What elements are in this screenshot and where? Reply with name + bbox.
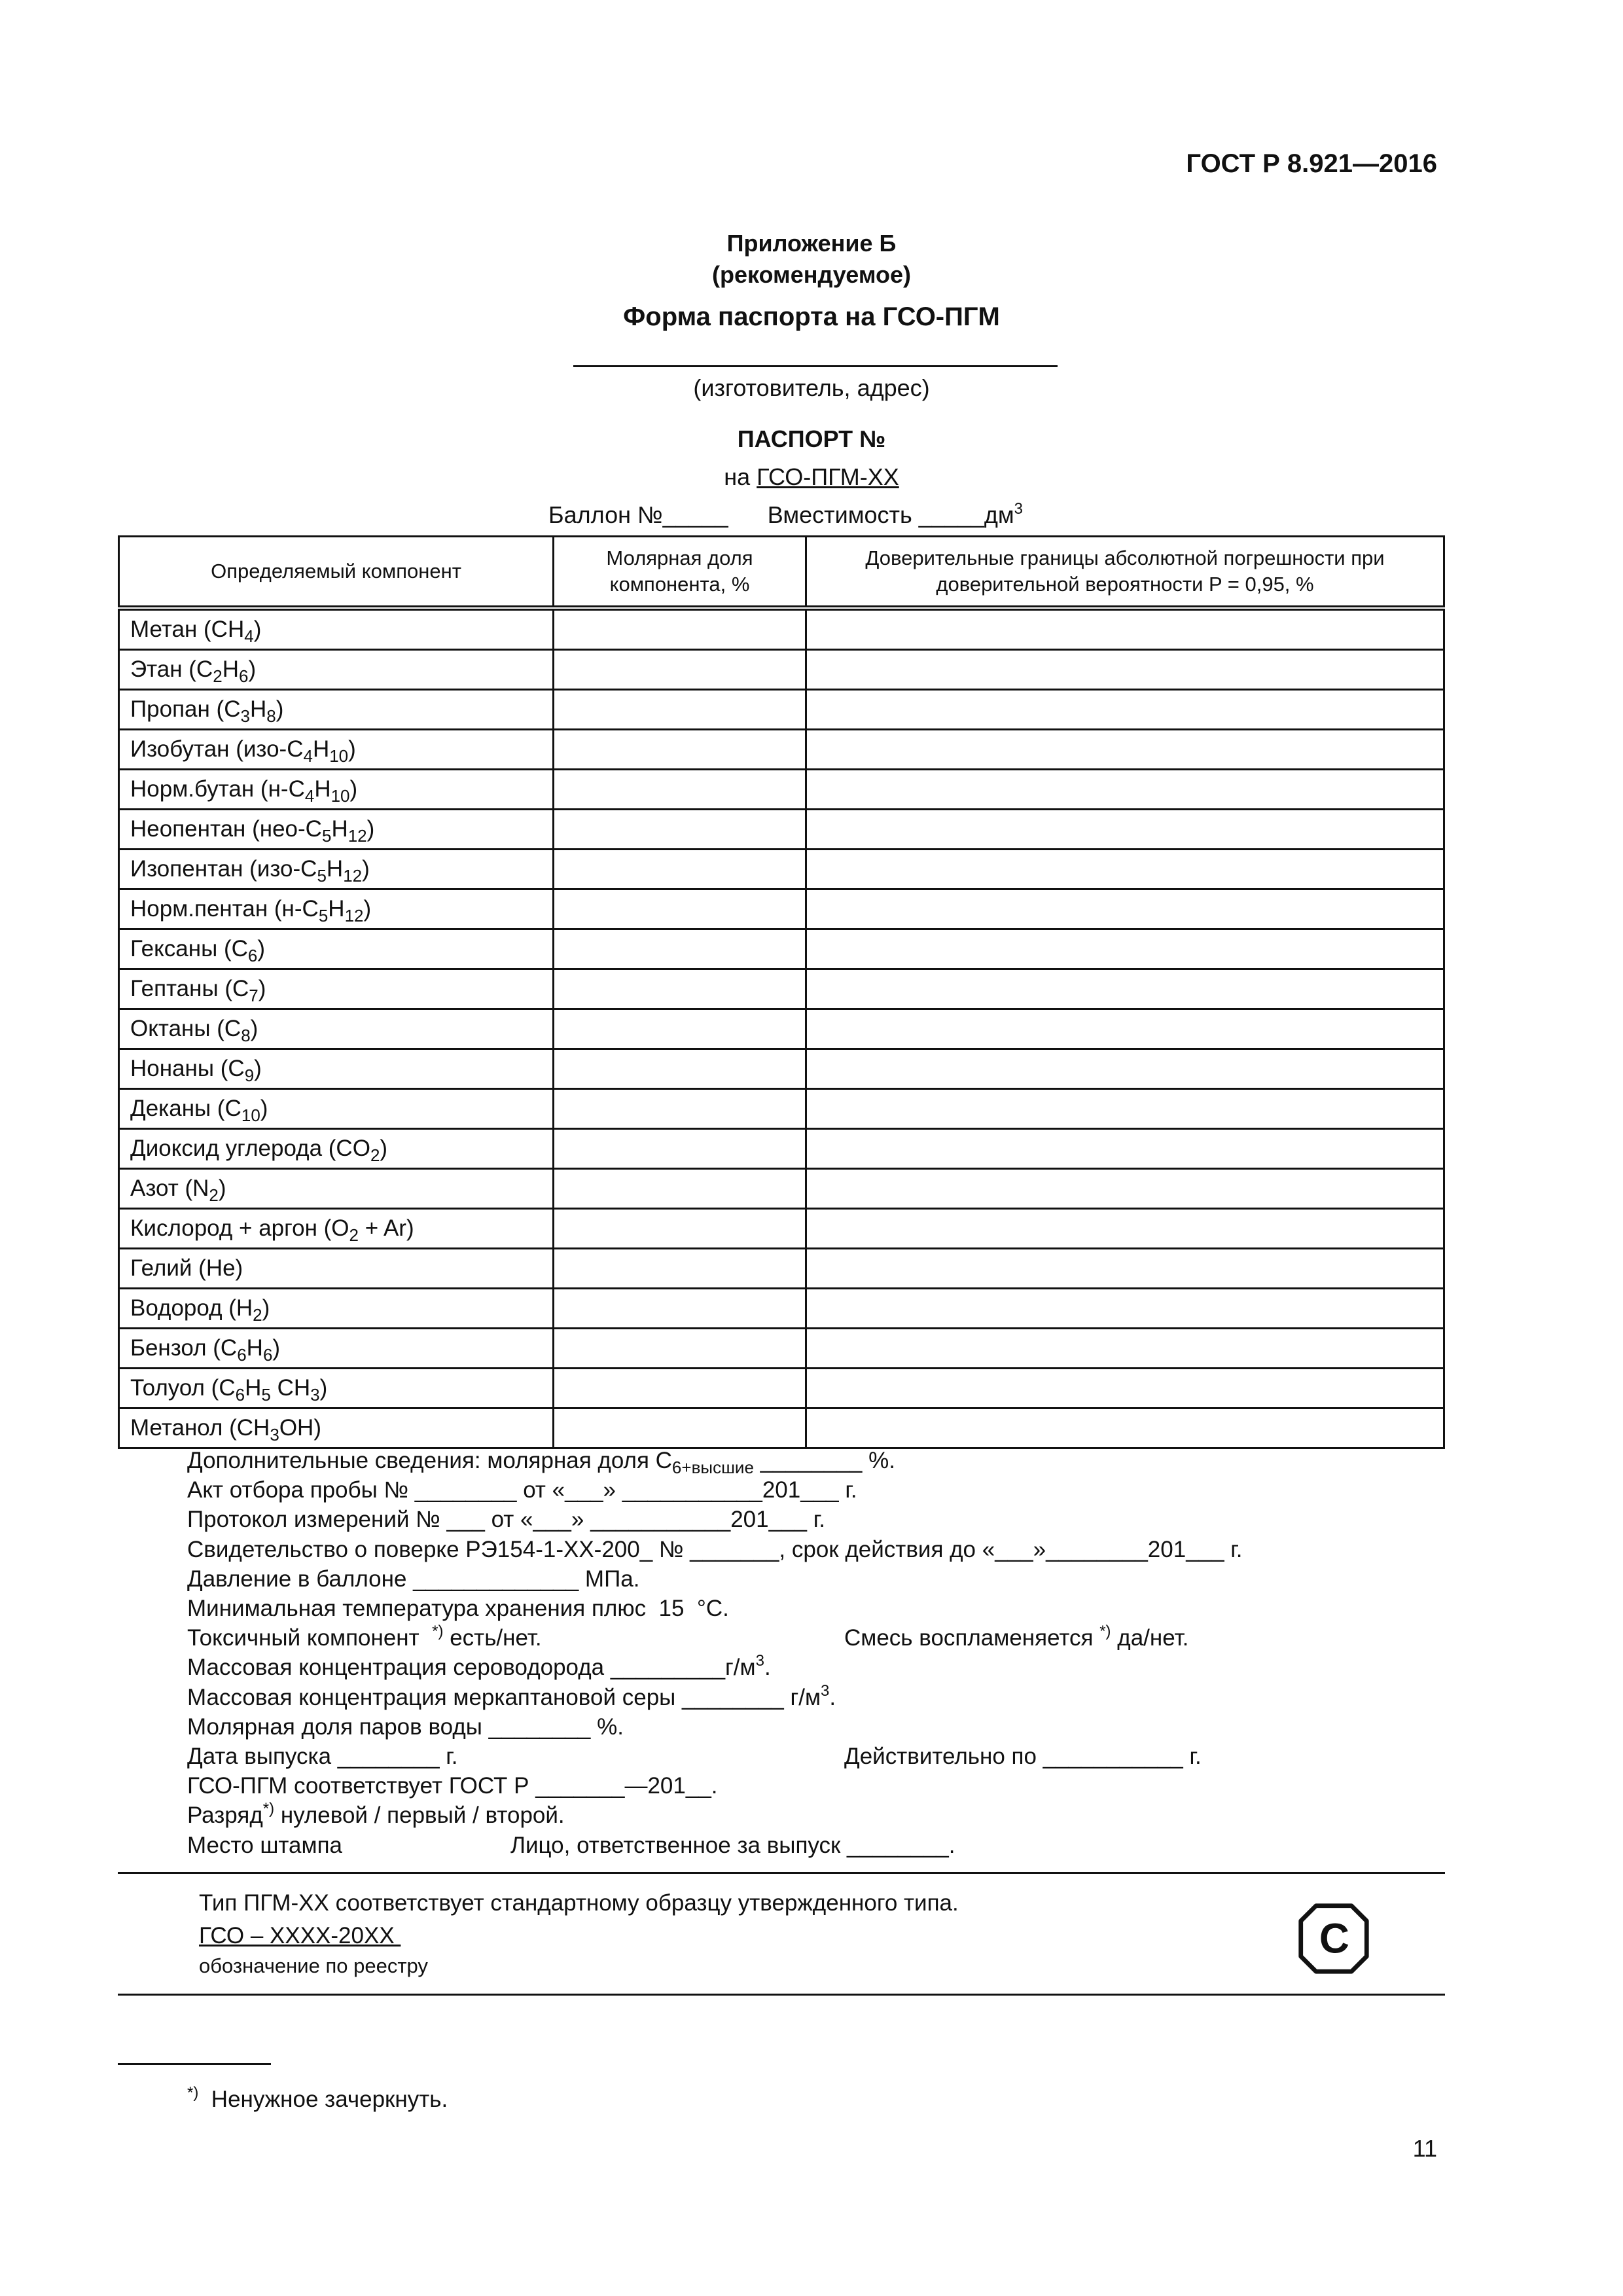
- subscript-text: 7: [249, 986, 259, 1005]
- text-segment: Гексаны (C: [130, 936, 248, 961]
- component-name-cell: [119, 1009, 554, 1049]
- info-line: [187, 1476, 857, 1505]
- text-segment: нулевой / первый / второй.: [274, 1803, 565, 1829]
- component-name-cell: [119, 889, 554, 929]
- text-segment: H: [328, 896, 345, 922]
- header-component: Определяемый компонент: [119, 537, 554, 609]
- supscript-text: *): [262, 1800, 275, 1818]
- component-name-cell: [119, 1089, 554, 1129]
- molar-fraction-cell[interactable]: [554, 1049, 806, 1089]
- table-header-row: [119, 537, 1444, 609]
- text-segment: Смесь воспламеняется: [844, 1625, 1100, 1651]
- footnote: [187, 2084, 448, 2113]
- text-segment: Действительно по ___________ г.: [844, 1744, 1202, 1769]
- text-segment: Метан (CH: [130, 617, 245, 642]
- text-segment: + Ar): [359, 1215, 414, 1241]
- info-line: [187, 1801, 565, 1830]
- info-line: [187, 1565, 639, 1594]
- text-segment: ): [248, 656, 257, 682]
- text-segment: Протокол измерений № ___ от «___» ___________201___ г.: [187, 1507, 825, 1533]
- uncertainty-cell[interactable]: [806, 1089, 1444, 1129]
- subscript-text: 3: [240, 706, 250, 726]
- molar-fraction-cell[interactable]: [554, 850, 806, 889]
- molar-fraction-cell[interactable]: [554, 1329, 806, 1369]
- table-row: [119, 650, 1444, 690]
- components-table: [118, 535, 1445, 1449]
- subscript-text: 8: [241, 1026, 251, 1045]
- component-name-cell: [119, 810, 554, 850]
- text-segment: Толуол (C: [130, 1375, 236, 1401]
- text-segment: Свидетельство о поверке РЭ154-1-ХХ-200_ № _______, срок действия до «___»________201___ г.: [187, 1536, 1243, 1562]
- text-segment: ): [362, 856, 370, 882]
- text-segment: ): [366, 816, 375, 842]
- text-segment: ): [349, 776, 358, 802]
- uncertainty-cell[interactable]: [806, 1249, 1444, 1289]
- table-row: [119, 1009, 1444, 1049]
- info-line: [187, 1594, 729, 1623]
- text-segment: Бензол (C: [130, 1335, 238, 1361]
- text-segment: ): [262, 1295, 270, 1321]
- subscript-text: 6: [235, 1385, 245, 1405]
- uncertainty-cell[interactable]: [806, 608, 1444, 650]
- text-segment: Гелий (He): [130, 1255, 243, 1281]
- text-segment: ): [218, 1175, 226, 1201]
- text-segment: Кислород + аргон (O: [130, 1215, 349, 1241]
- subscript-text: 2: [209, 1185, 219, 1205]
- passport-title: ПАСПОРТ №: [737, 425, 886, 452]
- component-name-cell: [119, 850, 554, 889]
- supscript-text: *): [432, 1623, 444, 1641]
- text-segment: Дополнительные сведения: молярная доля С: [187, 1448, 672, 1473]
- table-row: [119, 608, 1444, 650]
- uncertainty-cell[interactable]: [806, 1049, 1444, 1089]
- subscript-text: 9: [244, 1066, 255, 1085]
- table-row: [119, 969, 1444, 1009]
- text-segment: ГСО-ПГМ соответствует ГОСТ Р _______—201__.: [187, 1773, 718, 1799]
- molar-fraction-cell[interactable]: [554, 1169, 806, 1209]
- passport-prefix: на: [724, 463, 751, 490]
- subscript-text: 10: [241, 1105, 260, 1125]
- subscript-text: 12: [343, 866, 363, 886]
- molar-fraction-cell[interactable]: [554, 1289, 806, 1329]
- table-row: [119, 1209, 1444, 1249]
- component-name-cell: [119, 690, 554, 730]
- supscript-text: 3: [821, 1681, 830, 1700]
- gso-mark-icon: [1296, 1901, 1372, 1977]
- text-segment: ): [260, 1096, 268, 1121]
- text-segment: ): [276, 696, 284, 722]
- table-row: [119, 1049, 1444, 1089]
- footnote-text: Ненужное зачеркнуть.: [198, 2087, 448, 2112]
- component-name-cell: [119, 1249, 554, 1289]
- text-segment: ): [319, 1375, 328, 1401]
- table-row: [119, 690, 1444, 730]
- subscript-text: 4: [244, 626, 254, 646]
- footer-bottom-rule: [118, 1994, 1445, 1996]
- cylinder-number: Баллон №_____: [548, 501, 728, 528]
- text-segment: Октаны (C: [130, 1016, 241, 1041]
- capacity-exponent: 3: [1014, 500, 1023, 518]
- component-name-cell: [119, 1369, 554, 1408]
- component-name-cell: [119, 608, 554, 650]
- molar-fraction-cell[interactable]: [554, 1009, 806, 1049]
- subscript-text: 3: [270, 1425, 279, 1444]
- text-segment: Метанол (CH: [130, 1415, 270, 1441]
- text-segment: H: [222, 656, 239, 682]
- footnote-rule: [118, 2063, 271, 2065]
- table-row: [119, 1249, 1444, 1289]
- footer-gso-number: ГСО – ХХХХ-20ХХ: [199, 1923, 401, 1948]
- info-line: [187, 1535, 1243, 1564]
- subscript-text: 2: [253, 1305, 262, 1325]
- text-segment: ): [272, 1335, 281, 1361]
- text-segment: Молярная доля паров воды ________ %.: [187, 1713, 624, 1740]
- uncertainty-cell[interactable]: [806, 690, 1444, 730]
- table-row: [119, 730, 1444, 770]
- text-segment: .: [829, 1684, 836, 1710]
- molar-fraction-cell[interactable]: [554, 889, 806, 929]
- molar-fraction-cell[interactable]: [554, 1129, 806, 1169]
- text-segment: ): [254, 1056, 262, 1081]
- passport-gso: ГСО-ПГМ-XX: [757, 463, 899, 490]
- subscript-text: 6: [262, 1345, 273, 1365]
- text-segment: ): [258, 976, 266, 1001]
- uncertainty-cell[interactable]: [806, 650, 1444, 690]
- table-row: [119, 1408, 1444, 1448]
- molar-fraction-cell[interactable]: [554, 1408, 806, 1448]
- uncertainty-cell[interactable]: [806, 1369, 1444, 1408]
- uncertainty-cell[interactable]: [806, 889, 1444, 929]
- table-row: [119, 810, 1444, 850]
- text-segment: H: [314, 776, 331, 802]
- table-row: [119, 770, 1444, 810]
- text-segment: ): [380, 1136, 388, 1161]
- subscript-text: 10: [330, 786, 350, 806]
- text-segment: ): [250, 1016, 259, 1041]
- uncertainty-cell[interactable]: [806, 1289, 1444, 1329]
- text-segment: H: [312, 736, 330, 762]
- uncertainty-cell[interactable]: [806, 1329, 1444, 1369]
- footer-type-text: Тип ПГМ-XX соответствует стандартному образцу утвержденного типа.: [199, 1890, 959, 1916]
- info-right-line: [844, 1742, 1202, 1771]
- molar-fraction-cell[interactable]: [554, 770, 806, 810]
- form-title: Форма паспорта на ГСО-ПГМ: [623, 302, 1000, 331]
- info-line: [187, 1772, 718, 1801]
- uncertainty-cell[interactable]: [806, 1009, 1444, 1049]
- text-segment: ): [257, 936, 266, 961]
- text-segment: .: [764, 1655, 771, 1681]
- subscript-text: 12: [348, 826, 367, 846]
- text-segment: H: [331, 816, 348, 842]
- page-number: 11: [1412, 2135, 1437, 2162]
- text-segment: Изопентан (изо-C: [130, 856, 317, 882]
- supscript-text: 3: [755, 1652, 764, 1670]
- info-line: [187, 1683, 836, 1712]
- manufacturer-blank-line: [573, 365, 1058, 367]
- subscript-text: 6: [237, 1345, 247, 1365]
- text-segment: Гептаны (C: [130, 976, 249, 1001]
- subscript-text: 10: [329, 746, 349, 766]
- component-name-cell: [119, 770, 554, 810]
- subscript-text: 6: [239, 666, 249, 686]
- subscript-text: 3: [310, 1385, 320, 1405]
- uncertainty-cell[interactable]: [806, 730, 1444, 770]
- subscript-text: 5: [317, 866, 327, 886]
- table-row: [119, 1369, 1444, 1408]
- subscript-text: 8: [266, 706, 276, 726]
- standard-number: ГОСТ Р 8.921—2016: [1186, 149, 1437, 178]
- footer-registry-label: обозначение по реестру: [199, 1954, 428, 1977]
- table-row: [119, 850, 1444, 889]
- text-segment: Неопентан (нео-C: [130, 816, 322, 842]
- uncertainty-cell[interactable]: [806, 1129, 1444, 1169]
- annex-title: Приложение Б: [726, 230, 897, 257]
- text-segment: Диоксид углерода (CO: [130, 1136, 370, 1161]
- component-name-cell: [119, 1289, 554, 1329]
- subscript-text: 5: [321, 826, 332, 846]
- component-name-cell: [119, 1408, 554, 1448]
- subscript-text: 6+высшие: [671, 1458, 754, 1477]
- uncertainty-cell[interactable]: [806, 969, 1444, 1009]
- text-segment: Этан (C: [130, 656, 213, 682]
- text-segment: Норм.пентан (н-C: [130, 896, 319, 922]
- text-segment: Место штампа: [187, 1832, 343, 1858]
- text-segment: Изобутан (изо-C: [130, 736, 304, 762]
- table-row: [119, 1289, 1444, 1329]
- text-segment: Акт отбора пробы № ________ от «___» ___________201___ г.: [187, 1477, 857, 1503]
- footer-top-rule: [118, 1872, 1445, 1874]
- molar-fraction-cell[interactable]: [554, 730, 806, 770]
- text-segment: ): [253, 617, 262, 642]
- text-segment: H: [246, 1335, 263, 1361]
- subscript-text: 2: [213, 666, 223, 686]
- manufacturer-caption: (изготовитель, адрес): [693, 374, 930, 401]
- info-line: [187, 1831, 342, 1860]
- subscript-text: 4: [304, 786, 315, 806]
- cylinder-line: [548, 501, 1023, 529]
- table-row: [119, 1089, 1444, 1129]
- info-line: [187, 1713, 624, 1742]
- passport-subtitle: [0, 463, 1623, 491]
- text-segment: CH: [270, 1375, 311, 1401]
- text-segment: Деканы (C: [130, 1096, 241, 1121]
- text-segment: Разряд: [187, 1803, 263, 1829]
- table-row: [119, 889, 1444, 929]
- svg-text:С: С: [1319, 1914, 1350, 1962]
- molar-fraction-cell[interactable]: [554, 1369, 806, 1408]
- component-name-cell: [119, 1049, 554, 1089]
- annex-heading: [0, 228, 1623, 291]
- component-name-cell: [119, 730, 554, 770]
- component-name-cell: [119, 969, 554, 1009]
- uncertainty-cell[interactable]: [806, 1408, 1444, 1448]
- text-segment: да/нет.: [1111, 1625, 1189, 1651]
- text-segment: Давление в баллоне _____________ МПа.: [187, 1566, 640, 1592]
- uncertainty-cell[interactable]: [806, 1209, 1444, 1249]
- molar-fraction-cell[interactable]: [554, 650, 806, 690]
- info-line: [187, 1505, 825, 1534]
- supscript-text: *): [1099, 1623, 1111, 1641]
- text-segment: ): [363, 896, 372, 922]
- table-row: [119, 1169, 1444, 1209]
- info-right-line: [844, 1624, 1188, 1653]
- text-segment: Азот (N: [130, 1175, 209, 1201]
- text-segment: ): [348, 736, 356, 762]
- info-line: [187, 1742, 457, 1771]
- subscript-text: 5: [318, 906, 329, 925]
- text-segment: есть/нет.: [443, 1625, 542, 1651]
- molar-fraction-cell[interactable]: [554, 810, 806, 850]
- text-segment: Массовая концентрация меркаптановой серы ________ г/м: [187, 1684, 821, 1710]
- subscript-text: 12: [344, 906, 364, 925]
- annex-kind: (рекомендуемое): [712, 261, 911, 288]
- table-body: [119, 608, 1444, 1448]
- info-line: [187, 1624, 542, 1653]
- text-segment: Норм.бутан (н-C: [130, 776, 305, 802]
- text-segment: H: [326, 856, 344, 882]
- table-row: [119, 1129, 1444, 1169]
- text-segment: H: [249, 696, 267, 722]
- text-segment: H: [245, 1375, 262, 1401]
- uncertainty-cell[interactable]: [806, 850, 1444, 889]
- text-segment: Нонаны (C: [130, 1056, 245, 1081]
- component-name-cell: [119, 650, 554, 690]
- header-uncertainty: Доверительные границы абсолютной погрешности при доверительной вероятности P = 0,95, %: [806, 537, 1444, 609]
- capacity-label: Вместимость _____дм: [767, 501, 1014, 528]
- text-segment: OH): [279, 1415, 321, 1441]
- molar-fraction-cell[interactable]: [554, 1089, 806, 1129]
- table-row: [119, 1329, 1444, 1369]
- text-segment: Пропан (C: [130, 696, 241, 722]
- molar-fraction-cell[interactable]: [554, 929, 806, 969]
- text-segment: Токсичный компонент: [187, 1625, 433, 1651]
- uncertainty-cell[interactable]: [806, 929, 1444, 969]
- molar-fraction-cell[interactable]: [554, 1249, 806, 1289]
- footnote-mark: *): [187, 2084, 199, 2102]
- uncertainty-cell[interactable]: [806, 770, 1444, 810]
- subscript-text: 6: [247, 946, 258, 965]
- table-row: [119, 929, 1444, 969]
- uncertainty-cell[interactable]: [806, 1169, 1444, 1209]
- text-segment: Водород (H: [130, 1295, 253, 1321]
- responsible-person: Лицо, ответственное за выпуск ________.: [510, 1832, 955, 1858]
- subscript-text: 2: [349, 1225, 359, 1245]
- text-segment: ________ %.: [753, 1448, 895, 1473]
- molar-fraction-cell[interactable]: [554, 1209, 806, 1249]
- text-segment: Массовая концентрация сероводорода _________г/м: [187, 1655, 756, 1681]
- uncertainty-cell[interactable]: [806, 810, 1444, 850]
- component-name-cell: [119, 1169, 554, 1209]
- subscript-text: 4: [303, 746, 313, 766]
- molar-fraction-cell[interactable]: [554, 690, 806, 730]
- component-name-cell: [119, 1129, 554, 1169]
- subscript-text: 2: [370, 1145, 380, 1165]
- molar-fraction-cell[interactable]: [554, 608, 806, 650]
- component-name-cell: [119, 929, 554, 969]
- text-segment: Дата выпуска ________ г.: [187, 1744, 458, 1769]
- component-name-cell: [119, 1329, 554, 1369]
- component-name-cell: [119, 1209, 554, 1249]
- subscript-text: 5: [261, 1385, 271, 1405]
- header-molar-fraction: Молярная доля компонента, %: [554, 537, 806, 609]
- info-line: [187, 1653, 771, 1682]
- info-line: [187, 1446, 895, 1475]
- text-segment: Минимальная температура хранения плюс 15 °С.: [187, 1596, 729, 1621]
- molar-fraction-cell[interactable]: [554, 969, 806, 1009]
